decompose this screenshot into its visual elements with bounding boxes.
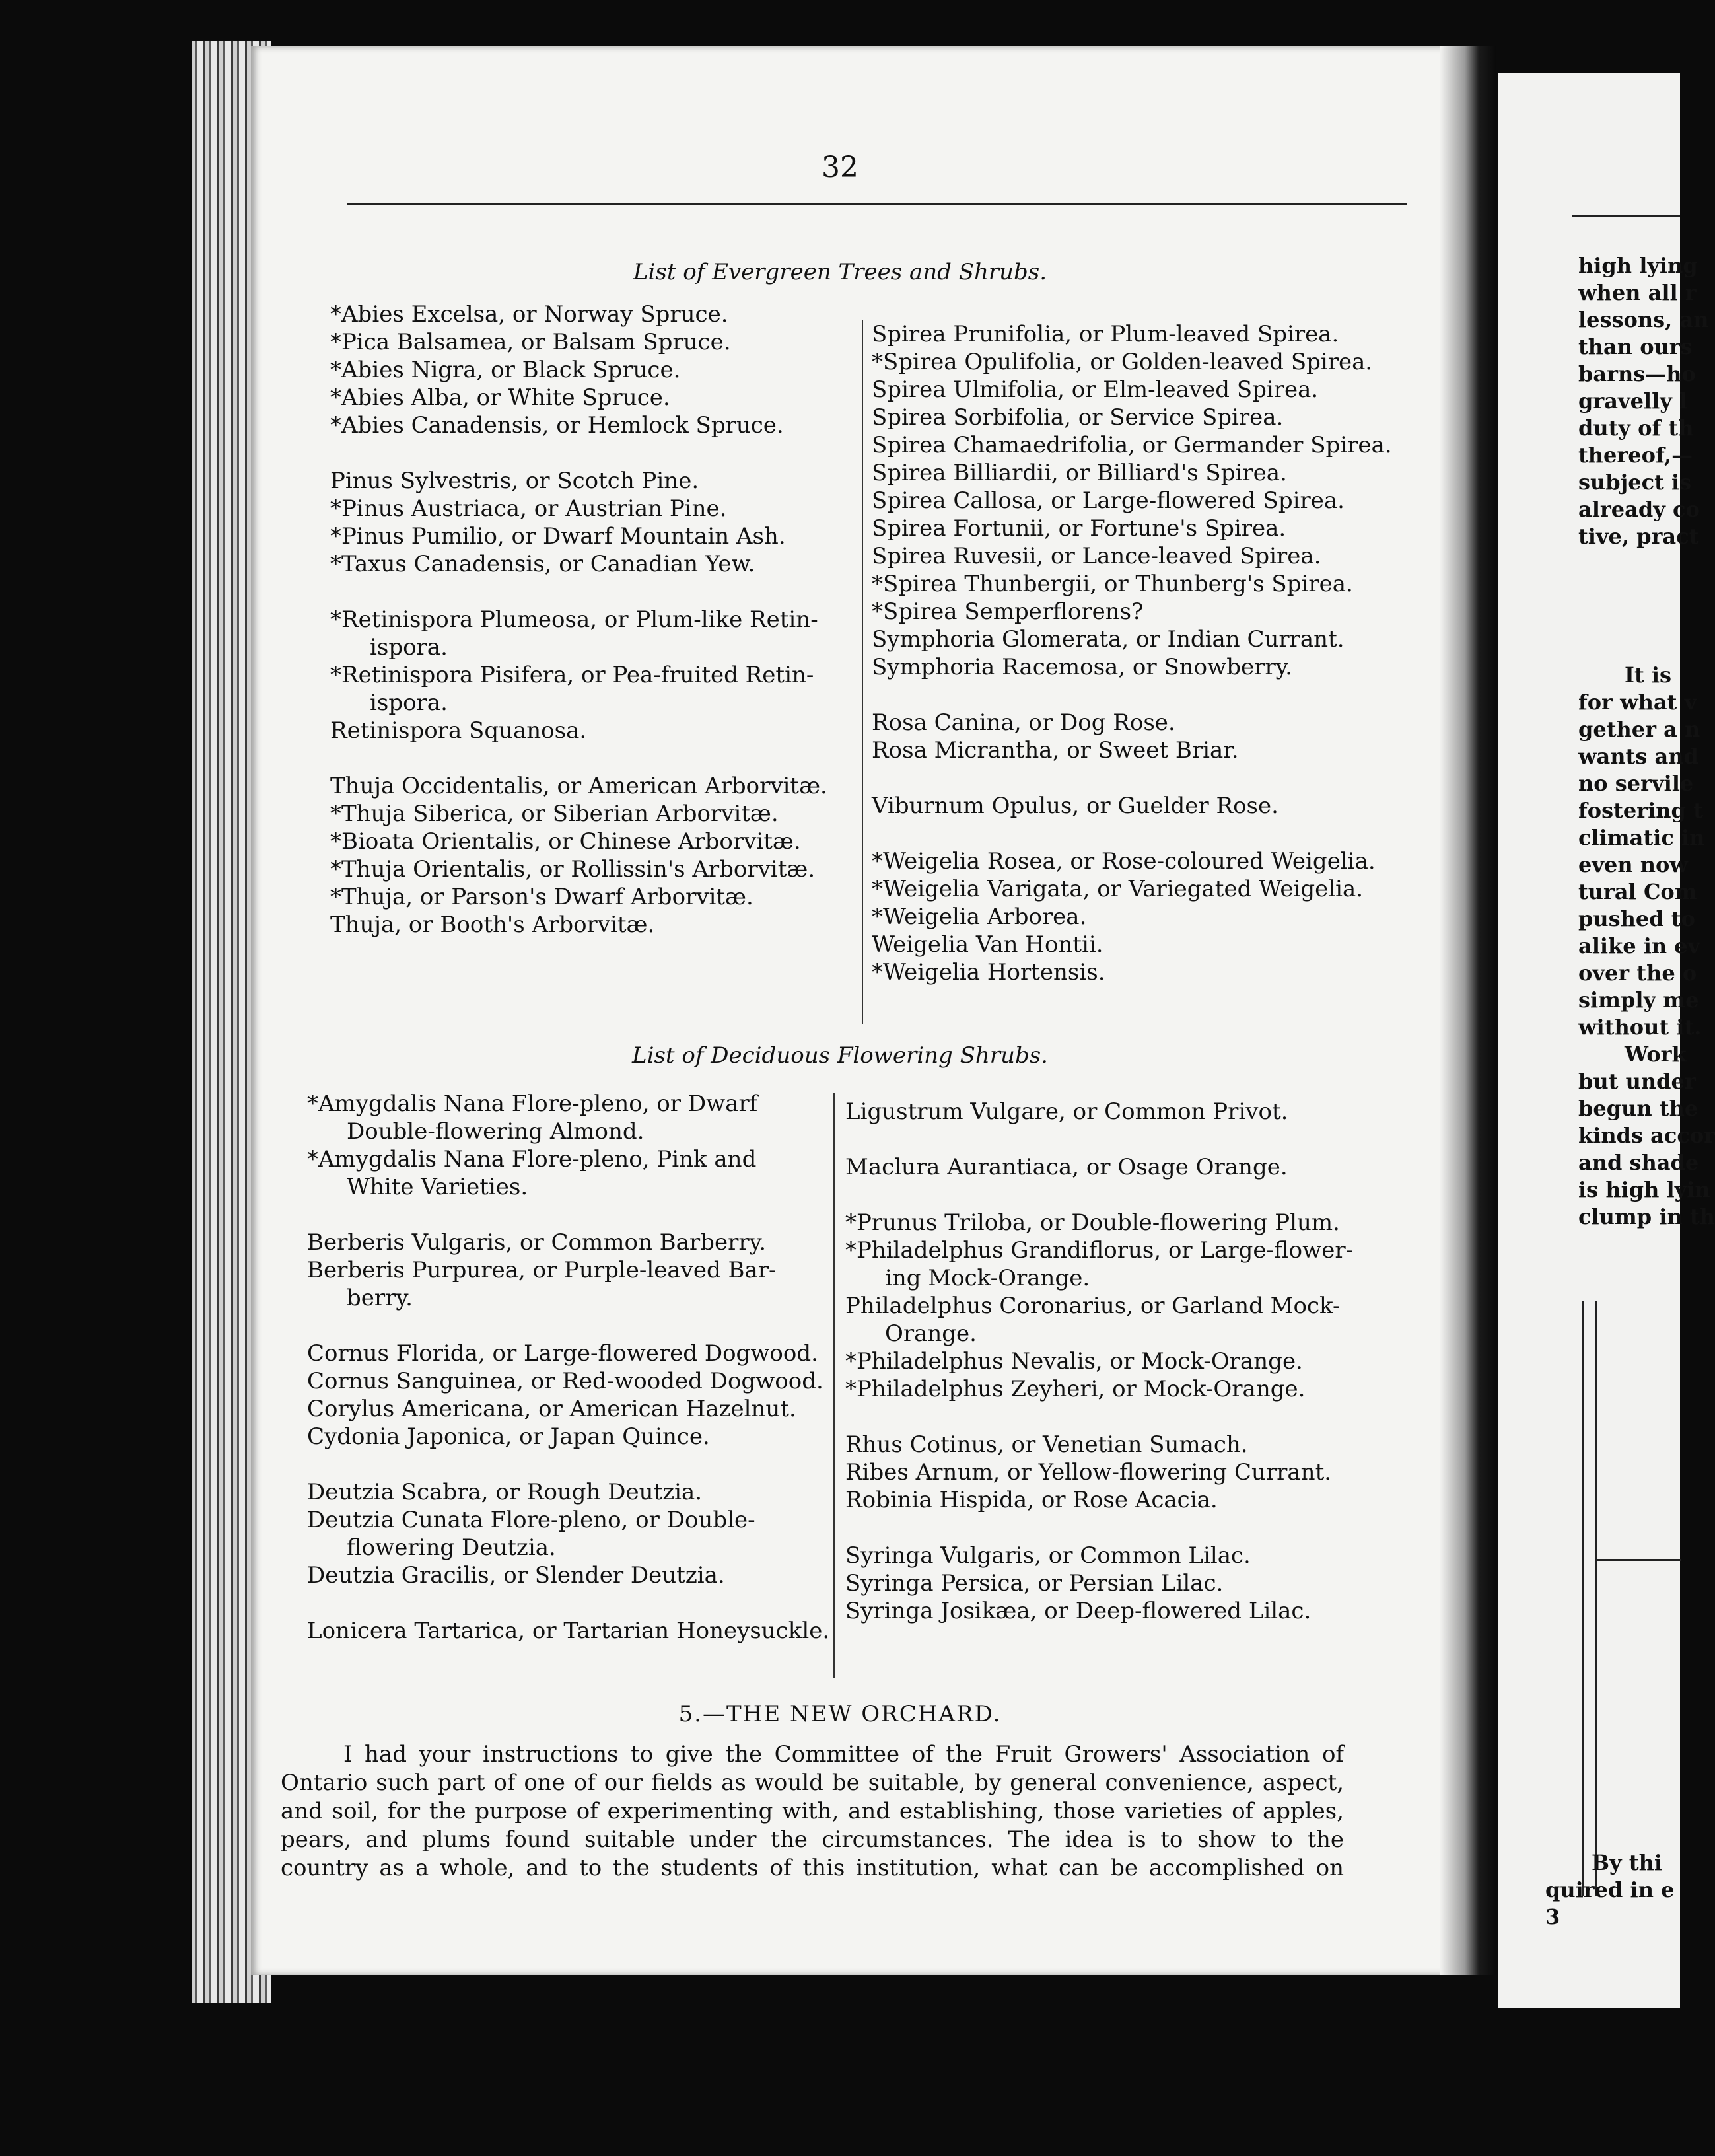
right-page-line: lessons, an (1578, 307, 1709, 332)
right-page-line: but under (1578, 1069, 1696, 1094)
right-page-line: climatic in (1578, 825, 1705, 850)
list-item: berry. (347, 1285, 413, 1311)
blank-line (307, 1312, 829, 1340)
list-item: Thuja, or Booth's Arborvitæ. (330, 912, 655, 938)
right-page-line: barns—ho (1578, 361, 1696, 386)
list-item: *Bioata Orientalis, or Chinese Arborvitæ. (330, 828, 801, 855)
list-item: Spirea Fortunii, or Fortune's Spirea. (872, 515, 1286, 542)
deciduous-heading: List of Deciduous Flowering Shrubs. (632, 1042, 1048, 1069)
book-gutter (1440, 46, 1496, 1975)
list-item: *Spirea Thunbergii, or Thunberg's Spirea. (872, 571, 1353, 597)
list-item: *Philadelphus Grandiflorus, or Large-flower- (845, 1237, 1354, 1264)
list-item: *Amygdalis Nana Flore-pleno, or Dwarf (307, 1091, 758, 1117)
right-page-text-top (1578, 252, 1708, 550)
right-page-line: without it. (1578, 1015, 1702, 1040)
blank-line (330, 578, 845, 606)
blank-line (872, 764, 1413, 792)
right-page-line: Work (1625, 1042, 1687, 1067)
right-page-line: high lying (1578, 253, 1698, 278)
blank-line (845, 1181, 1400, 1209)
list-item: *Pinus Austriaca, or Austrian Pine. (330, 495, 727, 522)
list-item: *Abies Nigra, or Black Spruce. (330, 357, 681, 383)
list-item: flowering Deutzia. (347, 1534, 556, 1561)
right-page-line: fostering t (1578, 798, 1703, 823)
list-item: *Amygdalis Nana Flore-pleno, Pink and (307, 1146, 757, 1172)
list-item: Spirea Prunifolia, or Plum-leaved Spirea. (872, 321, 1339, 347)
blank-line (330, 744, 845, 772)
list-item: Cornus Sanguinea, or Red-wooded Dogwood. (307, 1368, 823, 1394)
list-item: ispora. (370, 634, 448, 661)
paragraph-line: country as a whole, and to the students of this institution, what can be accomplished on (281, 1855, 1344, 1881)
section-title: 5.—THE NEW ORCHARD. (678, 1701, 1002, 1727)
list-item: Spirea Sorbifolia, or Service Spirea. (872, 404, 1284, 431)
list-item: Viburnum Opulus, or Guelder Rose. (872, 793, 1278, 819)
list-item: Lonicera Tartarica, or Tartarian Honeysuckle. (307, 1618, 830, 1644)
list-item: Spirea Ulmifolia, or Elm-leaved Spirea. (872, 377, 1319, 403)
paragraph-line: and soil, for the purpose of experimenting with, and establishing, those varieties of apples, (281, 1798, 1344, 1824)
list-item: *Pinus Pumilio, or Dwarf Mountain Ash. (330, 523, 786, 550)
orchard-paragraph (281, 1741, 1344, 1883)
list-item: Syringa Persica, or Persian Lilac. (845, 1570, 1224, 1597)
right-page-line: By thi (1592, 1850, 1662, 1875)
list-item: Rhus Cotinus, or Venetian Sumach. (845, 1431, 1248, 1458)
right-page-table-line (1595, 1301, 1597, 1896)
list-item: Deutzia Gracilis, or Slender Deutzia. (307, 1562, 725, 1589)
list-item: Rosa Canina, or Dog Rose. (872, 709, 1175, 736)
blank-line (872, 820, 1413, 847)
list-item: *Weigelia Arborea. (872, 904, 1087, 930)
list-item: Ligustrum Vulgare, or Common Privot. (845, 1098, 1288, 1125)
header-rule (347, 203, 1407, 205)
list-item: *Philadelphus Zeyheri, or Mock-Orange. (845, 1376, 1306, 1402)
list-item: *Abies Canadensis, or Hemlock Spruce. (330, 412, 784, 439)
list-item: Rosa Micrantha, or Sweet Briar. (872, 737, 1239, 764)
list-item: Corylus Americana, or American Hazelnut. (307, 1396, 796, 1422)
right-page-line: quired in e (1545, 1877, 1675, 1902)
list-item: Maclura Aurantiaca, or Osage Orange. (845, 1154, 1288, 1180)
list-item: *Weigelia Rosea, or Rose-coloured Weigelia. (872, 848, 1376, 875)
right-page-line: gether a n (1578, 717, 1700, 742)
blank-line (845, 1126, 1400, 1153)
list-item: Cornus Florida, or Large-flowered Dogwood. (307, 1340, 818, 1367)
list-item: Symphoria Glomerata, or Indian Currant. (872, 626, 1345, 653)
list-item: White Varieties. (347, 1174, 528, 1200)
list-item: *Retinispora Pisifera, or Pea-fruited Retin- (330, 662, 814, 688)
list-item: Pinus Sylvestris, or Scotch Pine. (330, 468, 699, 494)
list-item: Syringa Vulgaris, or Common Lilac. (845, 1542, 1251, 1569)
page-number: 32 (822, 151, 858, 184)
blank-line (307, 1451, 829, 1478)
right-page-line: tural Com (1578, 879, 1697, 904)
right-page-line: clump in th (1578, 1204, 1715, 1229)
list-item: Spirea Callosa, or Large-flowered Spirea. (872, 487, 1345, 514)
blank-line (307, 1201, 829, 1229)
right-page-rule (1572, 215, 1680, 217)
evergreen-column-divider (862, 320, 863, 1024)
right-page-text-bottom (1545, 1850, 1674, 1931)
list-item: Syringa Josikæa, or Deep-flowered Lilac. (845, 1598, 1312, 1624)
right-page-line: than ours (1578, 334, 1693, 359)
list-item: *Spirea Semperflorens? (872, 598, 1144, 625)
right-page-table-line (1582, 1301, 1584, 1896)
evergreen-right-column (872, 320, 1413, 986)
list-item: *Abies Excelsa, or Norway Spruce. (330, 301, 728, 328)
list-item: *Abies Alba, or White Spruce. (330, 384, 670, 411)
right-page-line: duty of th (1578, 415, 1694, 441)
list-item: *Retinispora Plumeosa, or Plum-like Retin- (330, 606, 818, 633)
blank-line (845, 1403, 1400, 1431)
list-item: *Taxus Canadensis, or Canadian Yew. (330, 551, 755, 577)
blank-line (845, 1514, 1400, 1542)
paragraph-line: Ontario such part of one of our fields as would be suitable, by general convenience, aspect, (281, 1770, 1344, 1796)
blank-line (330, 439, 845, 467)
right-page-line: 3 (1545, 1904, 1560, 1929)
list-item: Weigelia Van Hontii. (872, 931, 1103, 958)
right-page-line: thereof,— (1578, 443, 1693, 468)
deciduous-left-column (307, 1090, 829, 1645)
right-page-line: over the o (1578, 960, 1697, 986)
right-page-line: even now (1578, 852, 1688, 877)
blank-line (307, 1589, 829, 1617)
list-item: *Thuja, or Parson's Dwarf Arborvitæ. (330, 884, 753, 910)
right-page-line: pushed to (1578, 906, 1695, 931)
right-page-line: wants and (1578, 744, 1698, 769)
list-item: *Spirea Opulifolia, or Golden-leaved Spirea. (872, 349, 1373, 375)
list-item: *Prunus Triloba, or Double-flowering Plum. (845, 1209, 1340, 1236)
list-item: Double-flowering Almond. (347, 1118, 645, 1145)
list-item: Robinia Hispida, or Rose Acacia. (845, 1487, 1218, 1513)
list-item: Spirea Chamaedrifolia, or Germander Spirea. (872, 432, 1392, 458)
right-page-line: for what v (1578, 690, 1697, 715)
paragraph-line: pears, and plums found suitable under the circumstances. The idea is to show to the (281, 1826, 1344, 1853)
list-item: ing Mock-Orange. (885, 1265, 1090, 1291)
list-item: Berberis Vulgaris, or Common Barberry. (307, 1229, 767, 1256)
list-item: Spirea Billiardii, or Billiard's Spirea. (872, 460, 1287, 486)
list-item: Cydonia Japonica, or Japan Quince. (307, 1423, 710, 1450)
right-page-line: alike in ev (1578, 933, 1700, 958)
right-page-line: no servile (1578, 771, 1694, 796)
right-page-line: It is (1625, 663, 1672, 688)
right-page-line: simply me (1578, 988, 1699, 1013)
list-item: Deutzia Cunata Flore-pleno, or Double- (307, 1507, 755, 1533)
list-item: Ribes Arnum, or Yellow-flowering Currant. (845, 1459, 1332, 1486)
right-page-line: subject is (1578, 470, 1692, 495)
right-page-line: and shade (1578, 1150, 1699, 1175)
list-item: Orange. (885, 1320, 977, 1347)
paragraph-line: I had your instructions to give the Committee of the Fruit Growers' Association of (343, 1741, 1344, 1768)
deciduous-column-divider (833, 1093, 835, 1678)
list-item: *Pica Balsamea, or Balsam Spruce. (330, 329, 731, 355)
deciduous-right-column (845, 1098, 1400, 1625)
blank-line (872, 681, 1413, 709)
list-item: Deutzia Scabra, or Rough Deutzia. (307, 1479, 703, 1505)
right-page-line: begun the (1578, 1096, 1698, 1121)
list-item: ispora. (370, 690, 448, 716)
list-item: Philadelphus Coronarius, or Garland Mock- (845, 1293, 1341, 1319)
list-item: *Weigelia Hortensis. (872, 959, 1105, 986)
right-page-line: already co (1578, 497, 1700, 522)
right-page-line: when all r (1578, 280, 1697, 305)
list-item: *Thuja Siberica, or Siberian Arborvitæ. (330, 801, 779, 827)
right-page-table-line (1595, 1559, 1681, 1561)
right-page-line: kinds accor (1578, 1123, 1715, 1148)
list-item: *Philadelphus Nevalis, or Mock-Orange. (845, 1348, 1303, 1375)
list-item: Spirea Ruvesii, or Lance-leaved Spirea. (872, 543, 1321, 569)
list-item: Symphoria Racemosa, or Snowberry. (872, 654, 1293, 680)
list-item: *Weigelia Varigata, or Variegated Weigelia. (872, 876, 1364, 902)
evergreen-left-column (330, 301, 845, 939)
evergreen-heading: List of Evergreen Trees and Shrubs. (633, 259, 1047, 285)
list-item: Thuja Occidentalis, or American Arborvitæ. (330, 773, 827, 799)
list-item: Retinispora Squanosa. (330, 717, 587, 744)
right-page-line: tive, pract (1578, 524, 1699, 549)
right-page-text-middle (1578, 662, 1715, 1231)
list-item: *Thuja Orientalis, or Rollissin's Arborvitæ. (330, 856, 816, 882)
right-page-line: is high lyin (1578, 1177, 1710, 1202)
list-item: Berberis Purpurea, or Purple-leaved Bar- (307, 1257, 777, 1283)
right-page-line: gravelly l (1578, 388, 1688, 413)
